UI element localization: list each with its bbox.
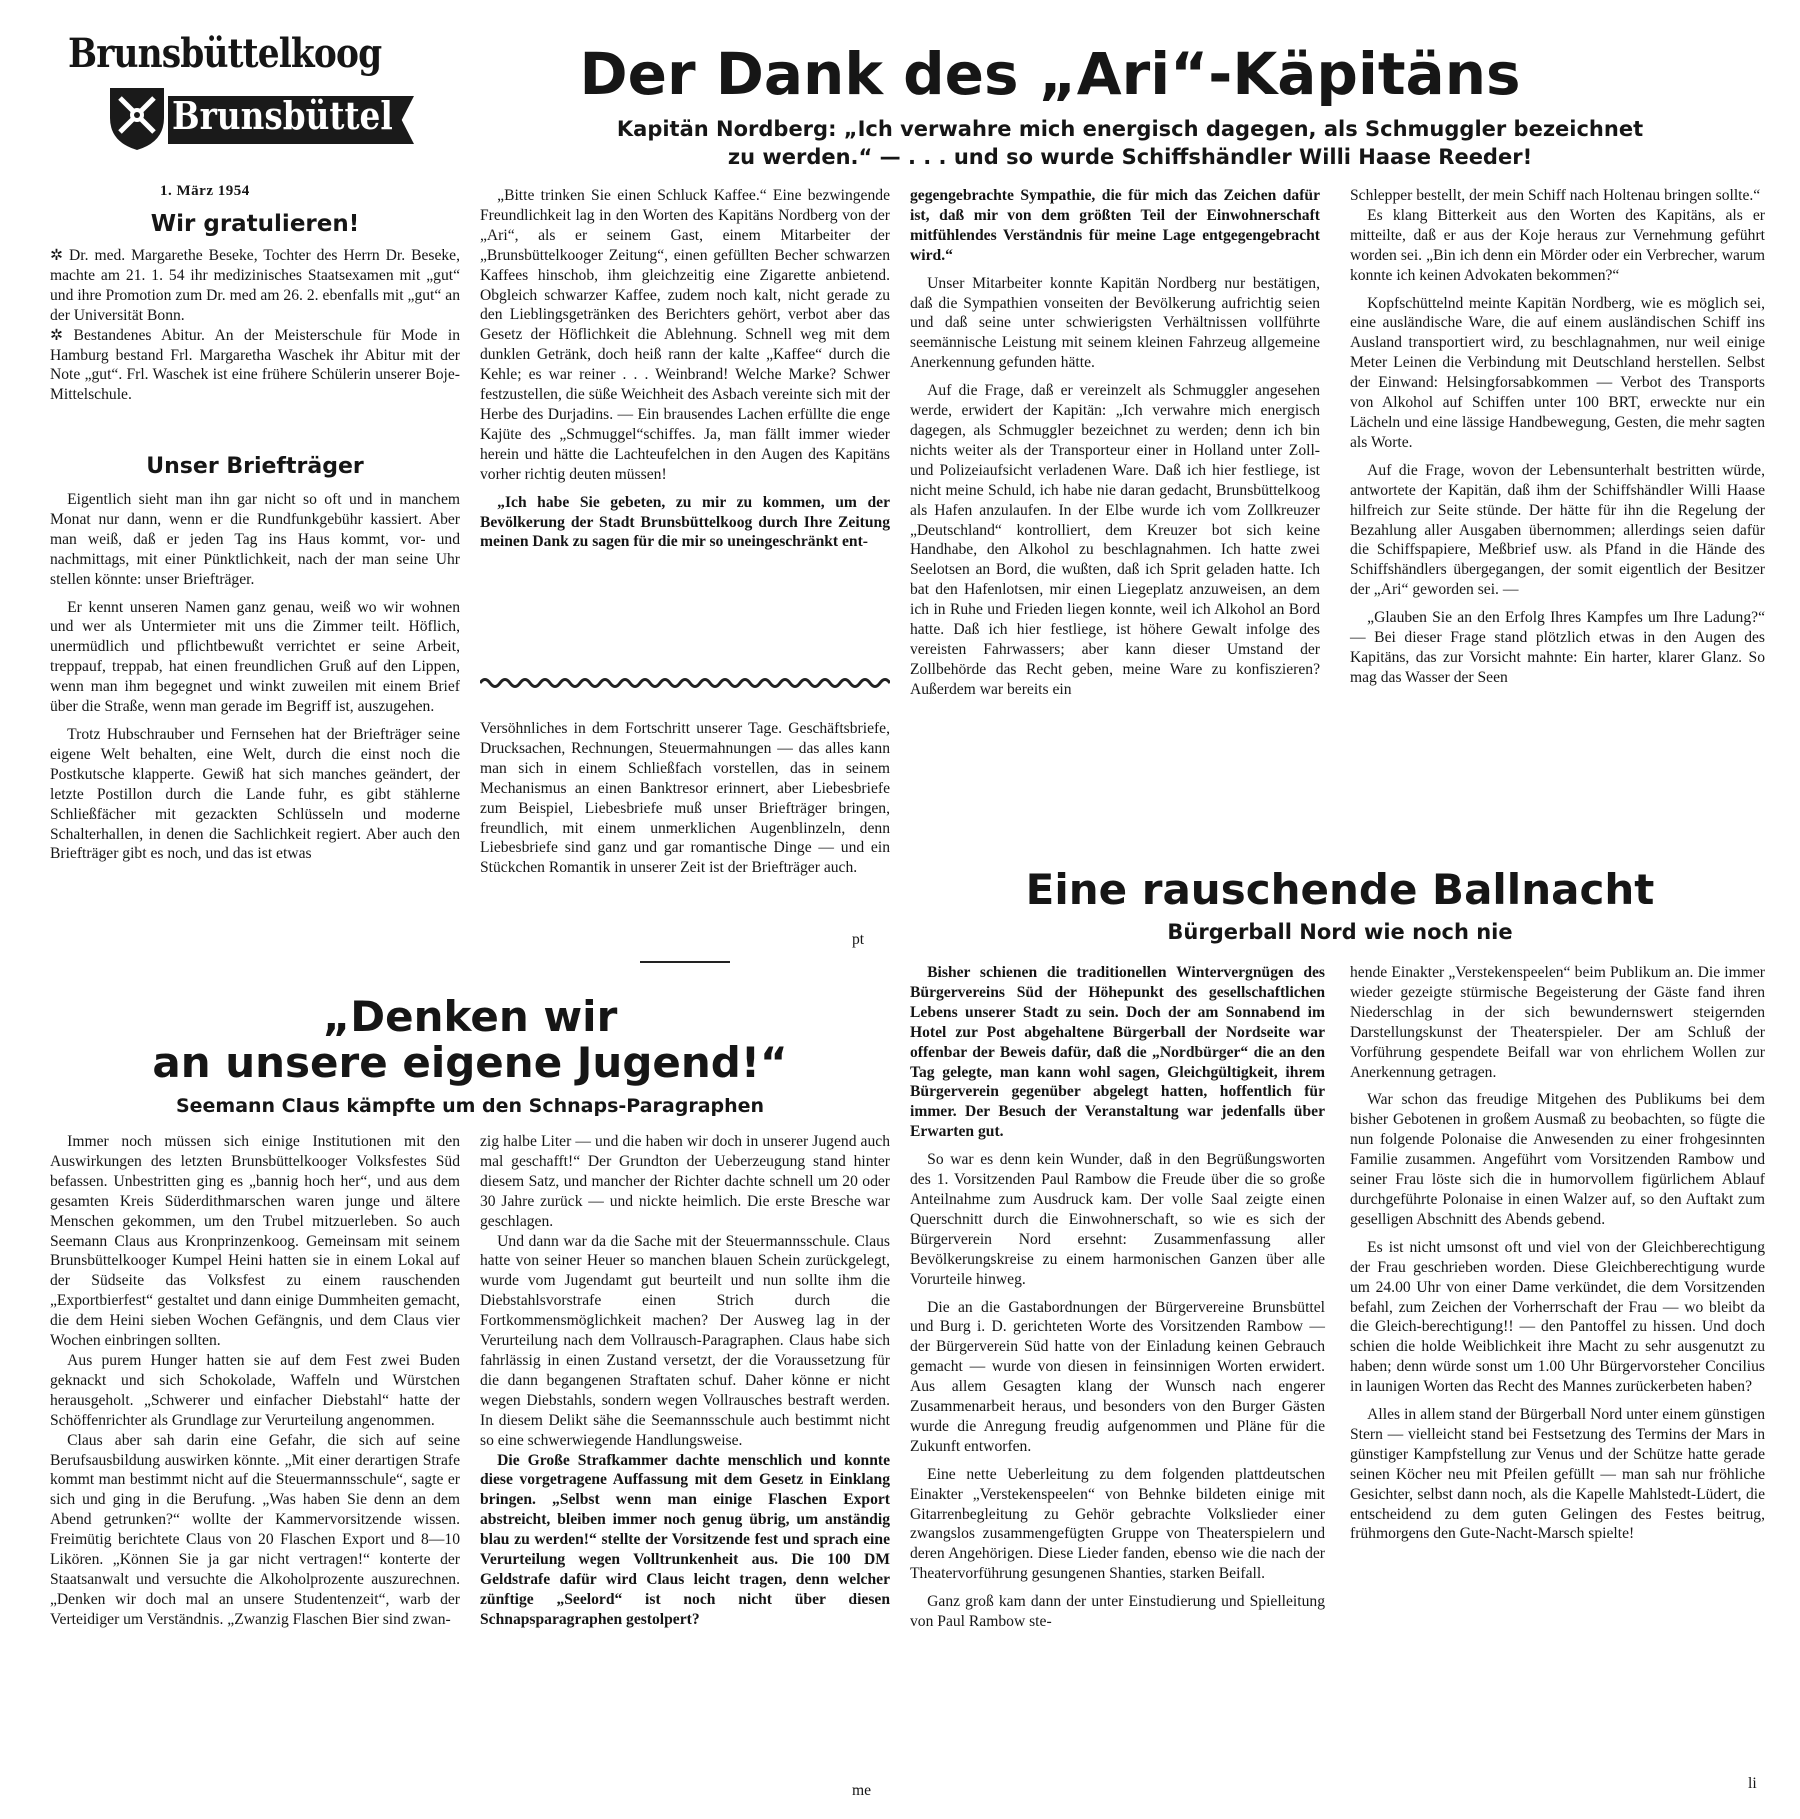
ballnacht-headline: Eine rauschende Ballnacht [1025,865,1655,914]
jugend-paragraph: Und dann war da die Sache mit der Steuermannsschule. Claus hatte von seiner Heuer so manchen blauen Schein zurückgelegt, wurde vom Jugendamt gut beurteilt und nun sollte ihm die Diebstahlsvorstrafe einen Strich durch die Fortkommensmöglichkeit machen? Der Ausweg lag in der Verurteilung nach dem Vollrausch-Paragraphen. Claus habe sich fahrlässig in einen Zustand versetzt, der die Voraussetzung für die dann begangenen Straftaten schuf. Daher könne er nicht wegen Diebstahls, sondern wegen Vollrausches bestraft werden. In diesem Delikt sähe die Seemannsschule auch bestimmt nicht so eine schwerwiegende Handlungsweise. [480,1232,890,1449]
jugend-headline-line1: „Denken wir [322,992,618,1041]
ari-paragraph: gegengebrachte Sympathie, die für mich das Zeichen dafür ist, daß mir von dem größten Teil der Einwohnerschaft mitfühlendes Verständnis für meine Lage entgegengebracht wird.“ [910,187,1320,264]
jugend-signature: me [852,1782,872,1799]
gratulieren-column [50,246,460,405]
ballnacht-paragraph: Die an die Gastabordnungen der Bürgervereine Brunsbüttel und Burg i. D. gerichteten Worte des Vorsitzenden Rambow — der Bürgerverein Süd hatte von der Einladung keinen Gebrauch gemacht — wurde von diesen in feinsinnigen Worten erwidert. Aus allem Gesagten klang der Wunsch nach engerer Zusammenarbeit heraus, und besonders von den Burger Gästen wurde die Anregung freudig aufgenommen und Pläne für die Zukunft entworfen. [910,1298,1325,1455]
jugend-paragraph: Aus purem Hunger hatten sie auf dem Fest zwei Buden geknackt und sich Schokolade, Waffeln und Würstchen herausgeholt. „Schwerer und einfacher Diebstahl“ hatte der Schöffenrichter als Grundlage zur Verurteilung angenommen. [50,1351,460,1429]
ballnacht-paragraph-lead: Bisher schienen die traditionellen Wintervergnügen des Bürgervereins Süd der Höhepunkt des gesellschaftlichen Lebens unserer Stadt zu sein. Doch der am Sonnabend im Hotel zur Post abgehaltene Bürgerball der Nordseite war offenbar der Beweis dafür, daß die „Nordbürger“ die an den Tag gelegte, man kann wohl sagen, Gleichgültigkeit, ihrem Bürgerverein gegenüber abgelegt hatten, hoffentlich für immer. Der Besuch der Veranstaltung war jedenfalls über Erwarten gut. [910,964,1325,1141]
brieftraeger-signature: pt [852,931,865,948]
masthead [68,30,418,160]
ballnacht-column-1 [910,963,1325,1632]
ari-column-3 [1350,186,1765,688]
ballnacht-paragraph: So war es denn kein Wunder, daß in den Begrüßungsworten des 1. Vorsitzenden Paul Rambow die Freude über die so große Anteilnahme zum Ausdruck kam. Der volle Saal zeigte einen Querschnitt durch die Einwohnerschaft, so wie es sich der Bürgerverein Nord ersehnt: Zusammenfassung aller Bevölkerungskreise zu einem harmonischen Ganzen über alle Vorurteile hinweg. [910,1151,1325,1288]
ari-headline: Der Dank des „Ari“-Käpitäns [579,40,1521,108]
jugend-column-1 [50,1132,460,1630]
gratulation-item: ✲ Bestandenes Abitur. An der Meisterschule für Mode in Hamburg bestand Frl. Margaretha Waschek ihr Abitur mit der Note „gut“. Frl. Waschek ist eine frühere Schülerin unserer Boje-Mittelschule. [50,326,460,404]
ballnacht-signature: li [1748,1775,1757,1792]
ari-paragraph: Es klang Bitterkeit aus den Worten des Kapitäns, als er mitteilte, daß er aus der Koje heraus zur Vernehmung geführt worden sei. „Bin ich denn ein Mörder oder ein Verbrecher, warum konnte ich keinen Advokaten bekommen?“ [1350,206,1765,284]
ballnacht-paragraph: Ganz groß kam dann der unter Einstudierung und Spielleitung von Paul Rambow ste- [910,1593,1325,1631]
ari-paragraph: Kopfschüttelnd meinte Kapitän Nordberg, wie es möglich sei, eine ausländische Ware, die auf einem ausländischen Schiff ins Ausland transportiert wird, zu beschlagnahmen, nur weil einige Meter Leinen die Verbindung mit Deutschland herstellen. Selbst der Einwand: Helsingforsabkommen — Verbot des Transports von Alkohol auf Schiffen unter 100 BRT, erweckte nur ein Lächeln und eine lässige Handbewegung, Gesten, die mehr sagten als Worte. [1350,294,1765,451]
ari-subhead-line1: Kapitän Nordberg: „Ich verwahre mich energisch dagegen, als Schmuggler bezeichnet [616,117,1644,141]
star-bullet-icon: ✲ [50,247,70,264]
ballnacht-paragraph: hende Einakter „Verstekenspeelen“ beim Publikum an. Die immer wieder gezeigte stürmische Begeisterung der Gäste fand ihren Niederschlag in der sich bewundernswert steigernden Darstellungskunst der Theaterspieler. Der am Schluß der Vorführung gespendete Beifall war von ehrlichem Wollen zur Anerkennung getragen. [1350,964,1765,1081]
ari-paragraph: Auf die Frage, daß er vereinzelt als Schmuggler angesehen werde, erwidert der Kapitän: „Ich verwahre mich energisch dagegen, als Schmuggler bezeichnet zu werden; denn ich bin nichts weiter als der Transporteur einer in Holland unter Zoll- und Polizeiaufsicht verladenen Ware. Daß ich hier festliege, ist nicht meine Schuld, ich habe nie daran gedacht, Brunsbüttelkoog als Hafen anzulaufen. In der Elbe wurde ich vom Zollkreuzer „Deutschland“ kontrolliert, dem Kreuzer bot sich keine Handhabe, den Alkohol zu beschlagnahmen. Ich hatte zwei Seelotsen an Bord, die wußten, daß ich Sprit geladen hatte. Ich bat den Hafenlotsen, mir einen Liegeplatz anzuweisen, an dem ich in Ruhe und Frieden liegen konnte, weil ich Alkohol an Bord hatte. Daß ich hier festliege, ist höhere Gewalt infolge des vereisten Fahrwassers; aber kann dieser Umstand der Zollbehörde das Recht geben, meine Ware zu konfiszieren? Außerdem war bereits ein [910,382,1320,698]
ari-paragraph: Auf die Frage, wovon der Lebensunterhalt bestritten würde, antwortete der Kapitän, daß ihm der Schiffshändler Willi Haase hilfreich zur Seite stünde. Der hätte für ihn die Regelung der Bezahlung aller Ausgaben übernommen; allerdings seien dafür die Schiffspapiere, Meßbrief usw. als Pfand in die Hände des Schiffshändlers übergegangen, der somit eigentlich der Besitzer der „Ari“ geworden sei. — [1350,461,1765,599]
ballnacht-paragraph: Es ist nicht umsonst oft und viel von der Gleichberechtigung der Frau geschrieben worden. Diese Gleichberechtigung wurde um 24.00 Uhr von einer Dame verkündet, die dem Vorsitzenden befahl, zum Zeichen der Vorherrschaft der Frau — wo bleibt da die Gleich-berechtigung!! — den Pantoffel zu hissen. Und doch schien die holde Weiblichkeit ihre Macht zu sehr ausgenutzt zu haben; denn würde sonst um 1.00 Uhr Bürgervorsteher Concilius in launigen Worten das Recht des Mannes zurückerbeten haben? [1350,1238,1765,1396]
ballnacht-subhead: Bürgerball Nord wie noch nie [1167,920,1513,944]
masthead-line1: Brunsbüttelkoog [68,30,382,77]
brieftraeger-end-rule [640,961,730,963]
brieftraeger-paragraph: Er kennt unseren Namen ganz genau, weiß wo wir wohnen und wer als Untermieter mit uns die Zimmer teilt. Höflich, unermüdlich und pflichtbewußt verrichtet er seine Arbeit, treppauf, treppab, hat einen freundlichen Gruß auf den Lippen, wenn man ihm begegnet und winkt zuweilen mit einem Brief über die Straße, wenn man gerade im Begriff ist, auszugehen. [50,598,460,716]
brieftraeger-column-2 [480,719,890,878]
jugend-paragraph-verdict: Die Große Strafkammer dachte menschlich und konnte diese vorgetragene Auffassung mit dem Gesetz in Einklang bringen. „Selbst wenn man einige Flaschen Export abstreicht, bleiben immer noch genug übrig, um anständig blau zu werden!“ stellte der Vorsitzende fest und sprach eine Verurteilung wegen Volltrunkenheit aus. Die 100 DM Geldstrafe dafür wird Claus leicht tragen, denn welcher zünftige „Seelord“ ist noch nicht über diesen Schnapsparagraphen gestolpert? [480,1451,890,1628]
jugend-column-2 [480,1132,890,1630]
ballnacht-paragraph: Alles in allem stand der Bürgerball Nord unter einem günstigen Stern — vielleicht stand bei Festsetzung des Termins der Mars in günstiger Kampfstellung zur Venus und der Schütze hatte gerade seinen Köcher neu mit Pfeilen gefüllt — man sah nur fröhliche Gesichter, selbst dann noch, als die Kapelle Mahlstedt-Lüdert, die entscheidend zu dem guten Gelingen des Festes beitrug, frühmorgens den Gute-Nacht-Marsch spielte! [1350,1406,1765,1543]
gratulation-item: ✲ Dr. med. Margarethe Beseke, Tochter des Herrn Dr. Beseke, machte am 21. 1. 54 ihr medizinisches Staatsexamen mit „gut“ und ihre Promotion zum Dr. med am 26. 2. ebenfalls mit „gut“ an der Universität Bonn. [50,247,460,324]
ari-column-1 [480,186,890,552]
jugend-paragraph: zig halbe Liter — und die haben wir doch in unserer Jugend auch mal geschafft!“ Der Grundton der Ueberzeugung stand hinter diesem Satz, und mancher der Richter dachte schnell um 20 oder 30 Jahre zurück — und nickte heimlich. Die erste Bresche war geschlagen. [480,1133,890,1230]
jugend-paragraph: Immer noch müssen sich einige Institutionen mit den Auswirkungen des letzten Brunsbüttelkooger Volksfestes Süd befassen. Unbestritten ging es „bannig hoch her“, und aus dem gesamten Kreis Süderdithmarschen waren junge und ältere Menschen gekommen, um den Trubel mitzuerleben. So auch Seemann Claus aus Kronprinzenkoog. Gemeinsam mit seinem Brunsbüttelkooger Kumpel Heini hatten sie in einem Lokal auf der Südseite das Volksfest zu einem rauschenden „Exportbierfest“ gestaltet und dann einige Dummheiten gemacht, die dem Heini sieben Wochen Gefängnis, und dem Claus vier Wochen einbringen sollten. [50,1133,460,1350]
wave-ornament-divider [480,674,890,692]
jugend-subhead: Seemann Claus kämpfte um den Schnaps-Paragraphen [175,1095,765,1117]
brieftraeger-paragraph: Eigentlich sieht man ihn gar nicht so oft und in manchem Monat nur dann, wenn er die Rundfunkgebühr kassiert. Aber man weiß, daß er jeden Tag ins Haus kommt, vor- und nachmittags, mit einer Pünktlichkeit, nach der man seine Uhr stellen könnte: unser Briefträger. [50,491,460,588]
issue-date: 1. März 1954 [160,183,250,199]
ari-paragraph: Unser Mitarbeiter konnte Kapitän Nordberg nur bestätigen, daß die Sympathien vonseiten der Bevölkerung aufrichtig seien und daß seine unter schwierigsten Verhältnissen vollführte seemännische Leistung mit seinem kleinen Fahrzeug allgemeine Anerkennung gefunden hätte. [910,274,1320,372]
jugend-headline-line2: an unsere eigene Jugend!“ [152,1038,788,1087]
star-bullet-icon: ✲ [50,326,74,344]
coat-of-arms-icon [106,84,168,152]
masthead-line2: Brunsbüttel [172,93,393,138]
brieftraeger-column-1 [50,490,460,864]
ari-column-2 [910,186,1320,700]
jugend-paragraph: Claus aber sah darin eine Gefahr, die sich auf seine Berufsausbildung auswirken könnte. „Mit einer derartigen Strafe kommt man bestimmt nicht auf die Steuermannsschule“, sagte er sich und ging in die Berufung. „Was haben Sie denn an dem Abend getrunken?“ wollte der Kammervorsitzende wissen. Freimütig berichtete Claus von 20 Flaschen Export und 8—10 Likören. „Können Sie ja gar nicht vertragen!“ konterte der Staatsanwalt und versuchte die Alkoholprozente auszurechnen. „Denken wir doch mal an unsere Studentenzeit“, warb der Verteidiger um Verständnis. „Zwanzig Flaschen Bier sind zwan- [50,1431,460,1628]
ballnacht-column-2 [1350,963,1765,1544]
ballnacht-paragraph: Eine nette Ueberleitung zu dem folgenden plattdeutschen Einakter „Verstekenspeelen“ von Behnke bildeten einige mit Gitarrenbegleitung zu Gehör gebrachte Volkslieder einer zwangslos zusammengefügten Gruppe von Theaterspielern und deren Angehörigen. Diese Lieder fanden, ebenso wie die nach der Theatervorführung gesungenen Shanties, starken Beifall. [910,1465,1325,1583]
ari-paragraph: Schlepper bestellt, der mein Schiff nach Holtenau bringen sollte.“ [1350,187,1761,204]
ari-paragraph: „Bitte trinken Sie einen Schluck Kaffee.“ Eine bezwingende Freundlichkeit lag in den Worten des Kapitäns Nordberg von der „Ari“, als er seinem Gast, einem Mitarbeiter der „Brunsbüttelkooger Zeitung“, einen gefüllten Becher schwarzen Kaffees hinschob, ihm gleichzeitig eine Zigarette anbietend. Obgleich schwarzer Kaffee, zudem noch kalt, nicht gerade zu den Lieblingsgetränken des Berichters gehört, verbot aber das Gesetz der Höflichkeit die Ablehnung. Schnell weg mit dem dunklen Getränk, doch heiß rann der kalte „Kaffee“ durch die Kehle; es war reiner . . . Weinbrand! Welche Marke? Schwer festzustellen, die süße Weichheit des Asbach vereinte sich mit der Herbe des Durjadins. — Ein brausendes Lachen erfüllte die enge Kajüte des „Schmuggel“schiffes. Ja, man fällt immer wieder herein und hätte die Lachteufelchen in den Augen des Kapitäns vorher richtig deuten müssen! [480,187,890,483]
ari-subhead-line2: zu werden.“ — . . . und so wurde Schiffshändler Willi Haase Reeder! [727,145,1533,169]
brieftraeger-heading: Unser Briefträger [146,454,364,479]
ari-paragraph: „Glauben Sie an den Erfolg Ihres Kampfes um Ihre Ladung?“ — Bei dieser Frage stand plötzlich etwas in den Augen des Kapitäns, das zur Vorsicht mahnte: Ein harter, klarer Glanz. So mag das Wasser der Seen [1350,609,1765,686]
brieftraeger-paragraph: Trotz Hubschrauber und Fernsehen hat der Briefträger seine eigene Welt behalten, eine Welt, durch die einst noch die Postkutsche klapperte. Gewiß hat sich manches geändert, der letzte Postillon durch die Lande fuhr, es gibt stählerne Schließfächer mit gezackten Schlüsseln und moderne Schalterhallen, in denen die Sachlichkeit regiert. Aber auch den Briefträger gibt es noch, und das ist etwas [50,725,460,863]
ballnacht-paragraph: War schon das freudige Mitgehen des Publikums bei dem bisher Gebotenen in großem Ausmaß zu beobachten, so fügte die nun folgende Polonaise die Anwesenden zu einer frohgesinnten Familie zusammen. Angeführt vom Vorsitzenden Rambow und seiner Frau löste sich die in humorvollem figürlichem Ablauf durchgeführte Polonaise in einen Walzer auf, so den Auftakt zum geselligen Abschnitt des Abends gebend. [1350,1091,1765,1228]
ari-paragraph-quote: „Ich habe Sie gebeten, zu mir zu kommen, um der Bevölkerung der Stadt Brunsbüttelkoog durch Ihre Zeitung meinen Dank zu sagen für die mir so uneingeschränkt ent- [480,493,890,551]
brieftraeger-paragraph: Versöhnliches in dem Fortschritt unserer Tage. Geschäftsbriefe, Drucksachen, Rechnungen, Steuermahnungen — das alles kann man sich in einem Schließfach vorstellen, das in seinem Mechanismus an einen Banktresor erinnert, aber Liebesbriefe zum Beispiel, Liebesbriefe muß unser Briefträger bringen, freundlich, mit einem unmerklichen Augenblinzeln, denn Liebesbriefe sind ganz und gar romantische Dinge — und ein Stückchen Romantik in unserer Zeit ist der Briefträger auch. [480,720,890,877]
gratulieren-heading: Wir gratulieren! [150,211,360,237]
